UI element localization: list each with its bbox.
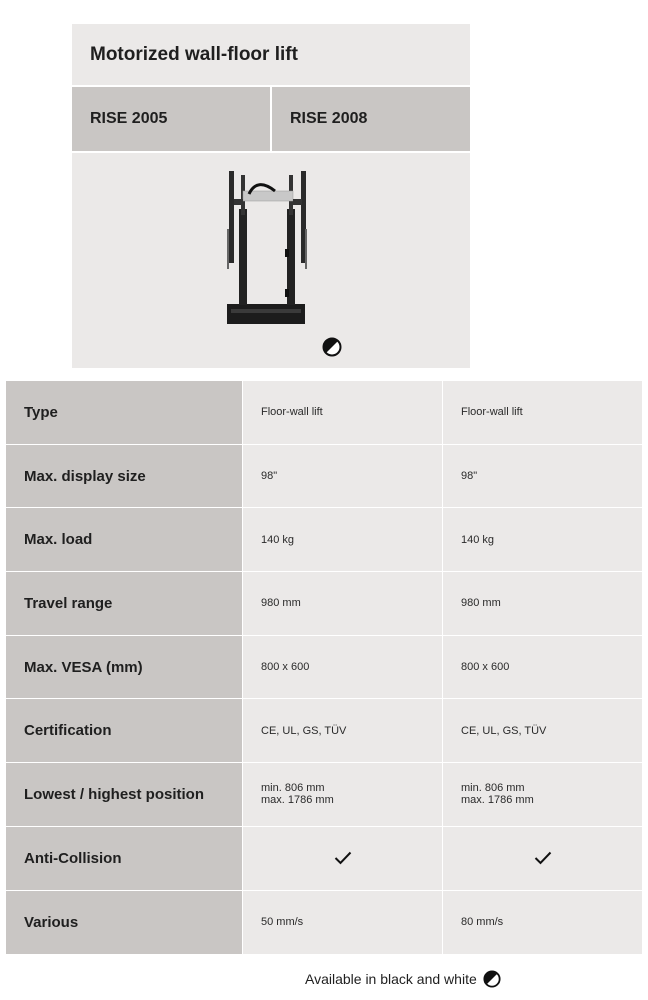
spec-value: 80 mm/s (442, 891, 642, 955)
spec-label: Max. display size (6, 445, 242, 508)
spec-row-position (6, 763, 642, 827)
product-header-card (72, 24, 470, 368)
product-image (217, 169, 317, 329)
spec-row-vesa (6, 636, 642, 700)
spec-value: 800 x 600 (242, 636, 442, 699)
spec-row-travel-range (6, 572, 642, 636)
spec-row-type (6, 381, 642, 445)
spec-label: Various (6, 891, 242, 955)
spec-value: 98" (242, 445, 442, 508)
spec-value: min. 806 mm max. 1786 mm (242, 763, 442, 826)
availability-text: Available in black and white (305, 971, 477, 987)
spec-label: Anti-Collision (6, 827, 242, 890)
spec-label: Max. load (6, 508, 242, 571)
spec-value: 50 mm/s (242, 891, 442, 955)
check-icon (334, 851, 352, 865)
spec-value: 140 kg (442, 508, 642, 571)
spec-value: 980 mm (242, 572, 442, 635)
check-icon (534, 851, 552, 865)
spec-label: Type (6, 381, 242, 444)
spec-table (6, 381, 642, 954)
black-white-icon (483, 970, 501, 988)
black-white-icon (322, 337, 342, 357)
model-name-1: RISE 2005 (72, 87, 270, 151)
product-image-box (72, 151, 470, 368)
spec-label: Lowest / highest position (6, 763, 242, 826)
spec-label: Certification (6, 699, 242, 762)
spec-value (242, 827, 442, 890)
spec-value (442, 827, 642, 890)
spec-value: 980 mm (442, 572, 642, 635)
product-title: Motorized wall-floor lift (72, 24, 470, 87)
model-name-2: RISE 2008 (270, 87, 470, 151)
spec-label: Max. VESA (mm) (6, 636, 242, 699)
spec-value: 800 x 600 (442, 636, 642, 699)
spec-value: Floor-wall lift (442, 381, 642, 444)
spec-label: Travel range (6, 572, 242, 635)
model-row (72, 87, 470, 151)
spec-row-certification (6, 699, 642, 763)
spec-value: 140 kg (242, 508, 442, 571)
spec-row-display-size (6, 445, 642, 509)
spec-value: 98" (442, 445, 642, 508)
availability-note (305, 970, 501, 988)
spec-row-anti-collision (6, 827, 642, 891)
spec-value: Floor-wall lift (242, 381, 442, 444)
spec-value: min. 806 mm max. 1786 mm (442, 763, 642, 826)
spec-value: CE, UL, GS, TÜV (442, 699, 642, 762)
spec-value: CE, UL, GS, TÜV (242, 699, 442, 762)
spec-row-various (6, 891, 642, 955)
spec-row-max-load (6, 508, 642, 572)
